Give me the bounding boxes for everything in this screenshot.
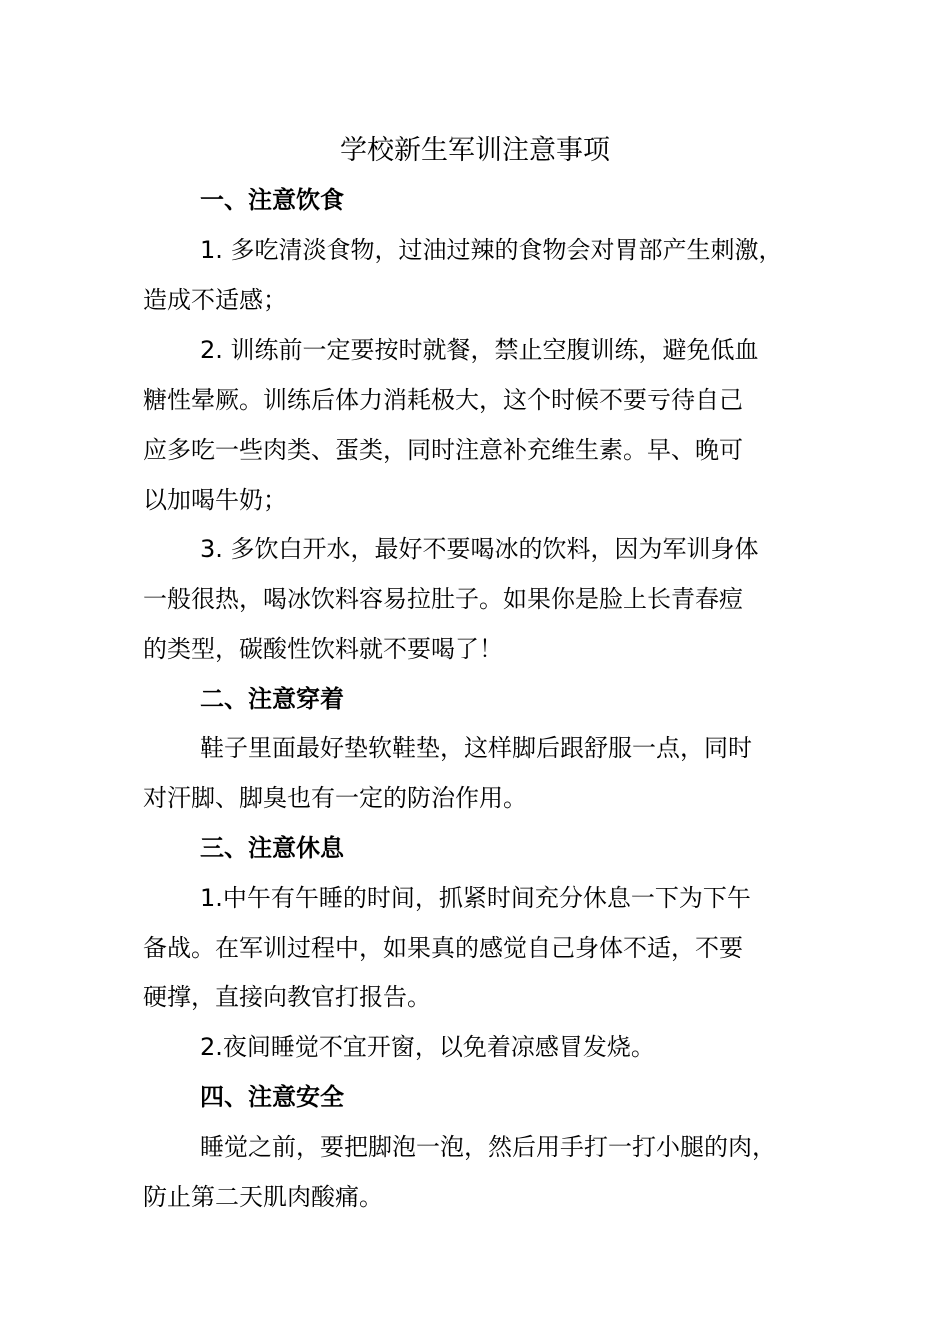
paragraph-line: 糖性晕厥。训练后体力消耗极大，这个时候不要亏待自己 [143,386,743,414]
paragraph-line: 一般很热，喝冰饮料容易拉肚子。如果你是脸上长青春痘 [143,585,743,613]
section-heading-rest: 三、注意休息 [200,834,344,862]
paragraph-line: 对汗脚、脚臭也有一定的防治作用。 [143,784,527,812]
paragraph-line: 防止第二天肌肉酸痛。 [143,1183,383,1211]
paragraph-line: 备战。在军训过程中，如果真的感觉自己身体不适，不要 [143,934,743,962]
section-heading-clothing: 二、注意穿着 [200,685,344,713]
paragraph-line: 以加喝牛奶； [143,486,287,514]
paragraph-line: 3. 多饮白开水，最好不要喝冰的饮料，因为军训身体 [200,535,759,563]
section-heading-safety: 四、注意安全 [200,1083,344,1111]
paragraph-line: 应多吃一些肉类、蛋类，同时注意补充维生素。早、晚可 [143,436,743,464]
paragraph-line: 的类型，碳酸性饮料就不要喝了！ [143,635,503,663]
paragraph-line: 鞋子里面最好垫软鞋垫，这样脚后跟舒服一点，同时 [200,734,752,762]
paragraph-line: 睡觉之前，要把脚泡一泡，然后用手打一打小腿的肉， [200,1133,776,1161]
paragraph-line: 1.中午有午睡的时间，抓紧时间充分休息一下为下午 [200,884,751,912]
paragraph-line: 硬撑，直接向教官打报告。 [143,983,431,1011]
paragraph-line: 2.夜间睡觉不宜开窗，以免着凉感冒发烧。 [200,1033,655,1061]
paragraph-line: 2. 训练前一定要按时就餐，禁止空腹训练，避免低血 [200,336,759,364]
document-title: 学校新生军训注意事项 [340,135,610,166]
section-heading-diet: 一、注意饮食 [200,186,344,214]
paragraph-line: 造成不适感； [143,286,287,314]
paragraph-line: 1. 多吃清淡食物，过油过辣的食物会对胃部产生刺激， [200,236,783,264]
